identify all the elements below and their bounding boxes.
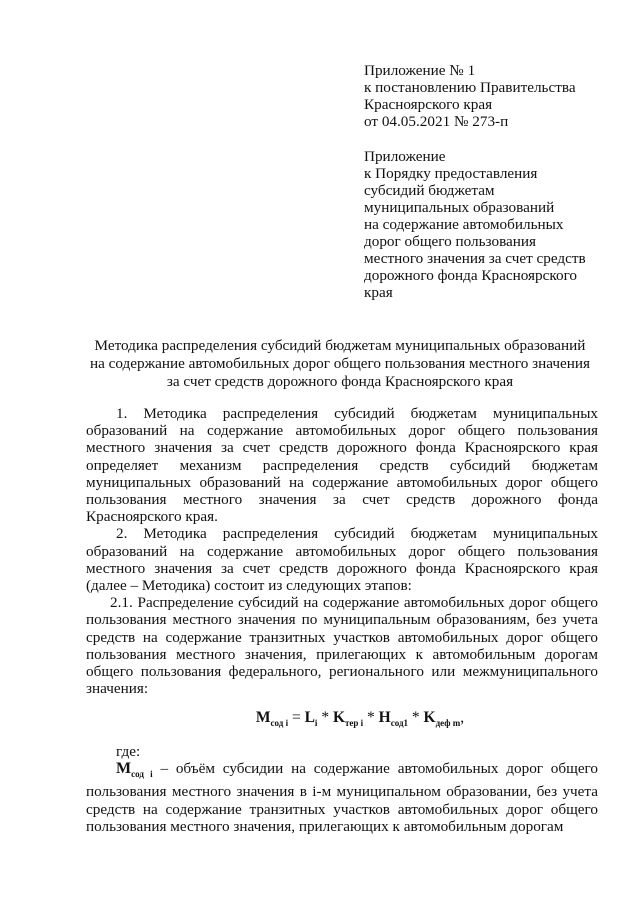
definition-symbol-sub: сод i	[131, 769, 153, 780]
definition-text: – объём субсидии на содержание автомобильных дорог общего пользования местного значения в i-м муниципальном образовании, без учета средств на содержание транзитных участков автомобильных дорог общего пользования местного значения, прилегающих к автомобильным дорогам	[86, 759, 599, 835]
definition-symbol	[116, 759, 153, 780]
appendix-line: Приложение № 1	[364, 62, 476, 79]
title-line: на содержание автомобильных дорог общего пользования местного значения	[90, 355, 590, 372]
definition-m-sod-i	[86, 760, 598, 835]
where-label: где:	[116, 742, 141, 760]
formula-m-sub: сод i	[270, 718, 289, 729]
formula-h: H	[378, 709, 391, 727]
paragraph-1: 1. Методика распределения субсидий бюджетам муниципальных образований на содержание автомобильных дорог общего пользования местного значения за счет средств дорожного фонда Красноярского края определяет механизм распределения средств субсидий бюджетам муниципальных образований на содержание автомобильных дорог общего пользования местного значения за счет средств дорожного фонда Красноярского края.	[86, 405, 598, 526]
appendix-line: на содержание автомобильных	[364, 216, 564, 233]
appendix-line: к Порядку предоставления	[364, 165, 538, 182]
appendix-line: муниципальных образований	[364, 199, 555, 216]
appendix-line: края	[364, 284, 393, 301]
appendix-line: Красноярского края	[364, 96, 493, 113]
formula-h-sub: сод1	[390, 718, 409, 729]
title-line: за счет средств дорожного фонда Красноярского края	[166, 373, 514, 390]
formula-l-sub: i	[314, 718, 318, 729]
formula-op: *	[363, 709, 379, 727]
appendix-line: Приложение	[364, 148, 446, 165]
appendix-line: местного значения за счет средств	[364, 250, 586, 267]
appendix-line: дорожного фонда Красноярского	[364, 267, 578, 284]
formula	[86, 709, 598, 732]
paragraph-2-1: 2.1. Распределение субсидий на содержание автомобильных дорог общего пользования местного значения по муниципальным образованиям, без учета средств на содержание транзитных участков автомобильных дорог общего пользования местного значения, прилегающих к автомобильным дорогам общего пользования федерального, регионального или межмуниципального значения:	[86, 594, 598, 698]
appendix-header-2	[364, 148, 586, 301]
document-title	[60, 337, 620, 391]
formula-eq: =	[288, 709, 305, 727]
formula-op: *	[408, 709, 424, 727]
formula-l: L	[304, 709, 315, 727]
formula-m: M	[255, 709, 271, 727]
appendix-line: от 04.05.2021 № 273-п	[364, 113, 509, 130]
formula-k1: K	[332, 709, 345, 727]
formula-end: ,	[460, 709, 465, 727]
formula-k1-sub: тер i	[345, 718, 364, 729]
paragraph-2: 2. Методика распределения субсидий бюджетам муниципальных образований на содержание автомобильных дорог общего пользования местного значения за счет средств дорожного фонда Красноярского края (далее – Методика) состоит из следующих этапов:	[86, 525, 598, 595]
formula-k2: K	[423, 709, 436, 727]
title-line: Методика распределения субсидий бюджетам муниципальных образований	[94, 337, 586, 354]
appendix-line: дорог общего пользования	[364, 233, 537, 250]
appendix-header-1	[364, 62, 576, 130]
document-body	[86, 405, 598, 835]
definition-symbol-main: M	[116, 759, 132, 777]
appendix-line: субсидий бюджетам	[364, 182, 495, 199]
formula-k2-sub: деф m	[435, 718, 461, 729]
appendix-line: к постановлению Правительства	[364, 79, 576, 96]
formula-op: *	[317, 709, 333, 727]
